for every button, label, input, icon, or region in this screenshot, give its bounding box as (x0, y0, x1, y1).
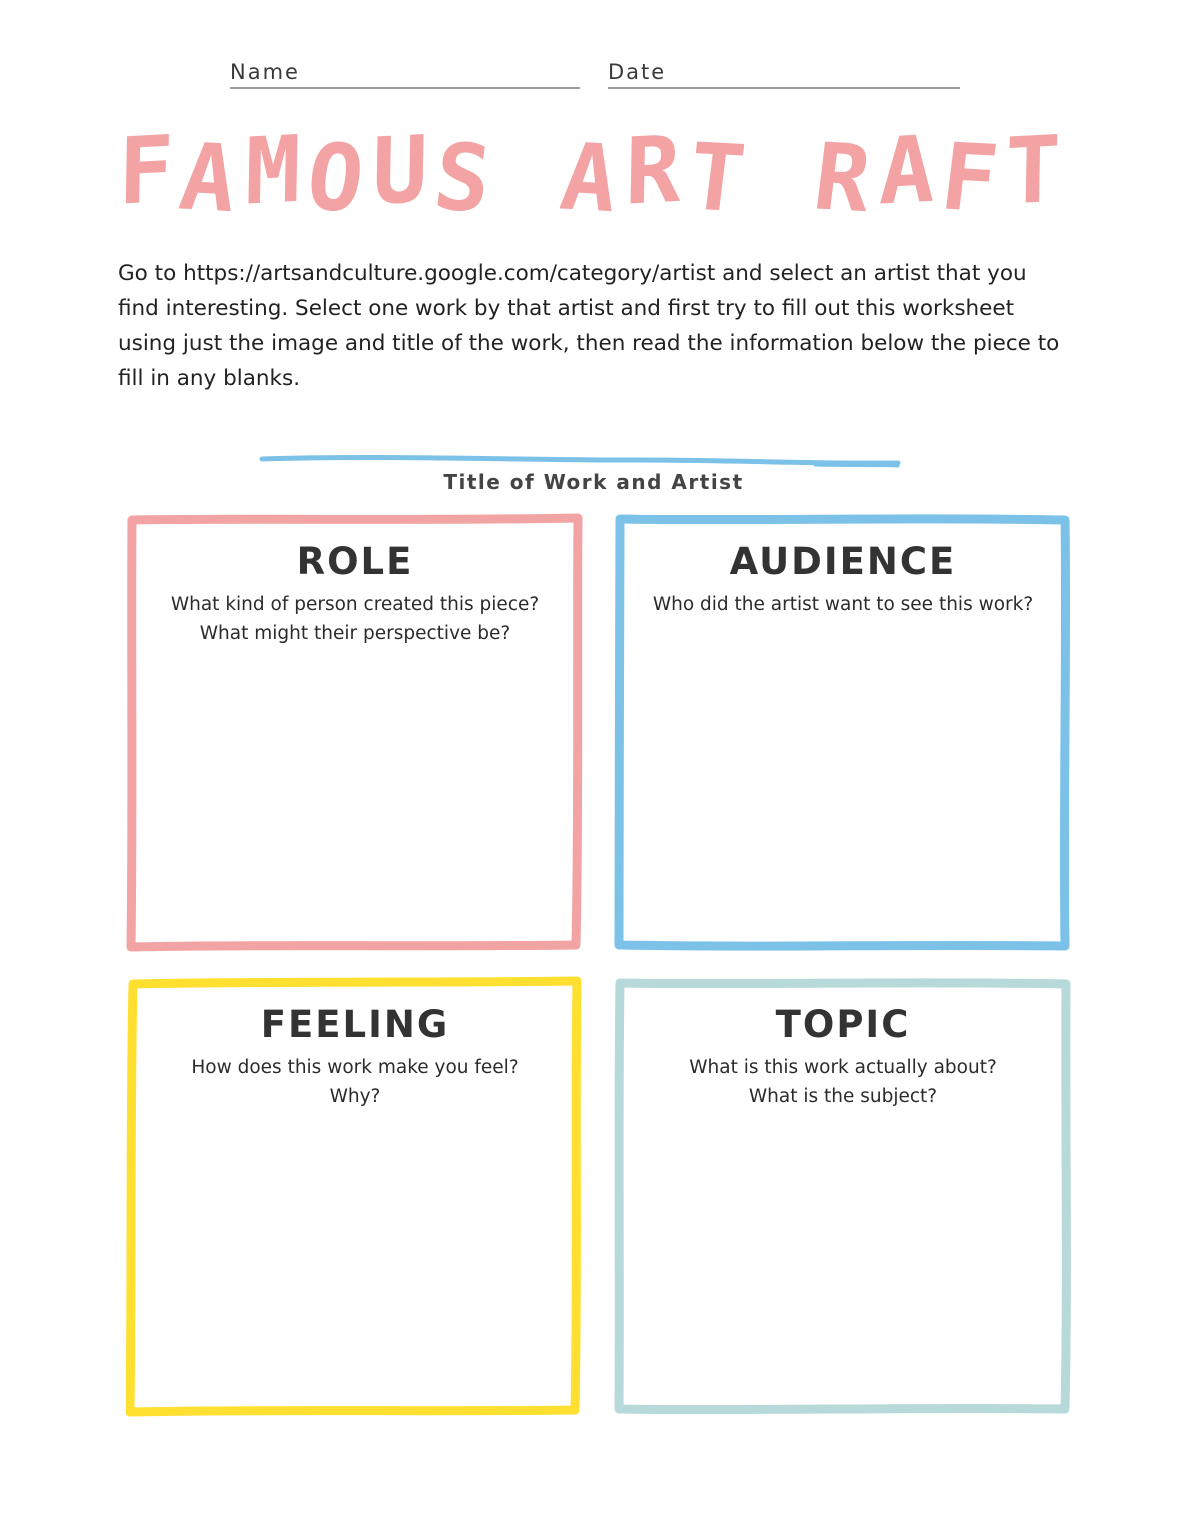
title-letter: U (370, 115, 437, 226)
work-title-label: Title of Work and Artist (443, 470, 744, 494)
name-field[interactable] (230, 87, 580, 89)
title-letter: M (244, 115, 310, 226)
topic-box[interactable] (614, 975, 1072, 1415)
page-title (115, 115, 1072, 234)
role-heading: ROLE (296, 540, 414, 583)
title-letter: R (808, 123, 885, 234)
title-letter: A (555, 123, 632, 234)
feeling-question (126, 1053, 584, 1111)
title-letter: F (935, 123, 1012, 234)
audience-question-line1: Who did the artist want to see this work? (652, 594, 1034, 615)
title-letter: A (174, 123, 251, 234)
topic-question-line1: What is this work actually about? (689, 1057, 997, 1078)
topic-heading: TOPIC (775, 1003, 911, 1046)
name-label: Name (230, 60, 300, 84)
date-label: Date (608, 60, 667, 84)
feeling-question-line2: Why? (329, 1086, 381, 1107)
feeling-box[interactable] (126, 975, 584, 1415)
title-letter: S (428, 123, 505, 234)
feeling-question-line1: How does this work make you feel? (191, 1057, 519, 1078)
title-letter (498, 123, 563, 218)
title-letter: T (1004, 115, 1071, 226)
instructions-text: Go to https://artsandculture.google.com/category/artist and select an artist that you find interesting. Select one work by that artist and first try to fill out this worksheet using just the image and title of the work, then read the information below the piece to fill in any blanks. (118, 261, 1060, 391)
title-letter: T (681, 123, 759, 234)
feeling-heading: FEELING (260, 1003, 450, 1046)
topic-question (614, 1053, 1072, 1111)
title-letter: R (624, 115, 690, 226)
role-question-line1: What kind of person created this piece? (170, 594, 540, 615)
role-box[interactable] (126, 512, 584, 952)
audience-heading: AUDIENCE (729, 540, 957, 583)
date-field[interactable] (608, 87, 960, 89)
topic-question-line2: What is the subject? (748, 1086, 938, 1107)
role-question-line2: What might their perspective be? (199, 623, 511, 644)
role-question (126, 590, 584, 648)
page-title-wrap (0, 115, 1187, 234)
title-letter (751, 123, 816, 218)
audience-box[interactable] (614, 512, 1072, 952)
title-letter: A (877, 115, 944, 226)
audience-question (614, 590, 1072, 619)
title-letter: O (301, 123, 378, 234)
title-letter: F (117, 115, 183, 226)
